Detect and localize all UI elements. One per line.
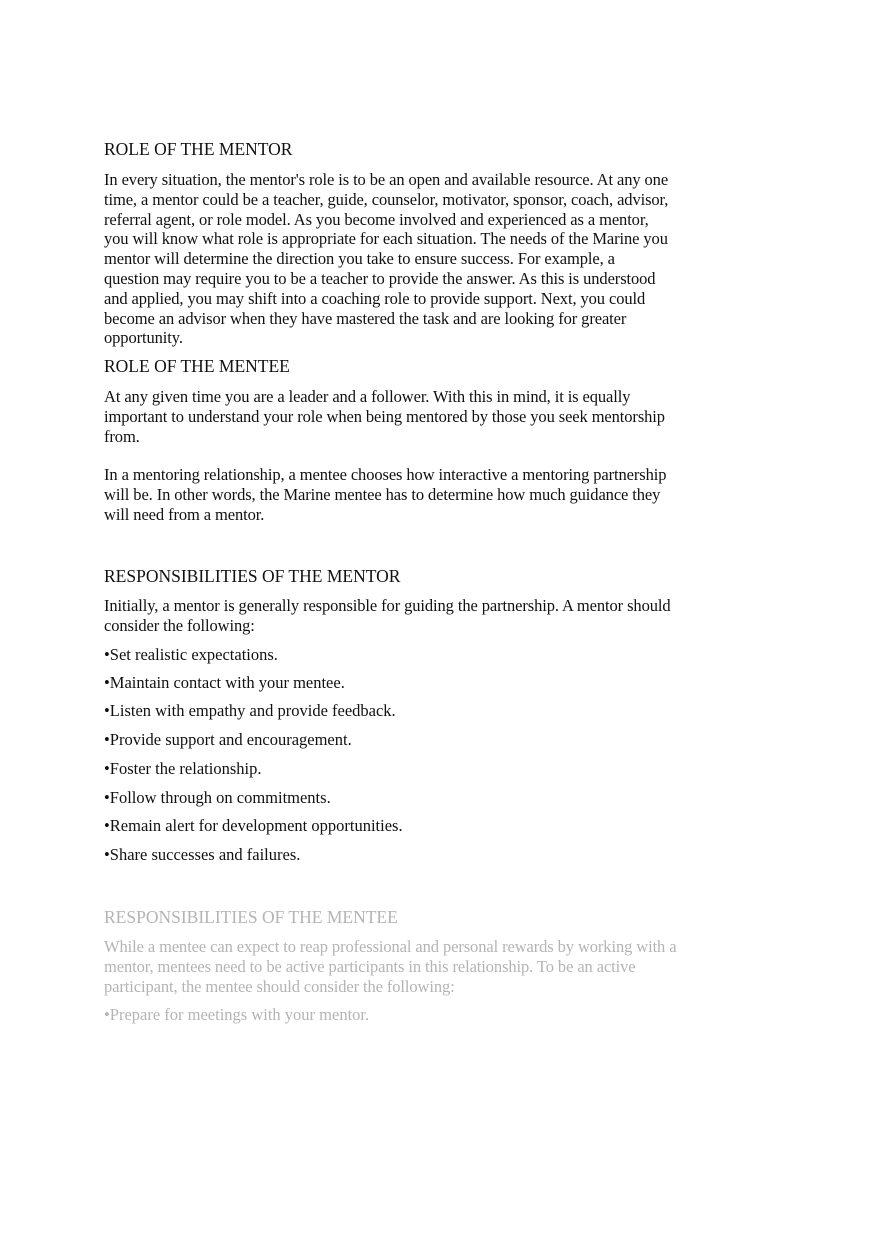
bullet-item: •Share successes and failures. xyxy=(104,845,301,864)
bullet-item: •Foster the relationship. xyxy=(104,759,262,778)
paragraph-line: Initially, a mentor is generally responsible for guiding the partnership. A mentor should xyxy=(104,596,671,615)
paragraph-line: important to understand your role when being mentored by those you seek mentorship xyxy=(104,406,665,426)
paragraph-line: time, a mentor could be a teacher, guide, counselor, motivator, sponsor, coach, advisor, xyxy=(104,189,669,209)
paragraph-line: opportunity. xyxy=(104,328,183,348)
paragraph-line: While a mentee can expect to reap professional and personal rewards by working with a xyxy=(104,937,677,956)
heading-role-of-mentee: ROLE OF THE MENTEE xyxy=(104,356,290,376)
paragraph-role-of-mentee-2 xyxy=(104,465,724,524)
paragraph-line: participant, the mentee should consider the following: xyxy=(104,976,455,996)
bullet-item: •Prepare for meetings with your mentor. xyxy=(104,1005,370,1024)
paragraph-responsibilities-of-mentee xyxy=(104,937,724,996)
paragraph-line: mentor will determine the direction you take to ensure success. For example, a xyxy=(104,249,615,269)
paragraph-line: become an advisor when they have mastered the task and are looking for greater xyxy=(104,308,627,328)
paragraph-line: will be. In other words, the Marine mentee has to determine how much guidance they xyxy=(104,484,661,504)
paragraph-line: mentor, mentees need to be active participants in this relationship. To be an active xyxy=(104,956,636,976)
paragraph-line: In every situation, the mentor's role is to be an open and available resource. At any one xyxy=(104,170,669,189)
bullet-item: •Maintain contact with your mentee. xyxy=(104,673,345,692)
paragraph-line: question may require you to be a teacher to provide the answer. As this is understood xyxy=(104,268,656,288)
bullet-item: •Remain alert for development opportunities. xyxy=(104,816,403,835)
paragraph-line: and applied, you may shift into a coaching role to provide support. Next, you could xyxy=(104,288,646,308)
paragraph-line: from. xyxy=(104,426,140,446)
bullet-item: •Provide support and encouragement. xyxy=(104,730,352,749)
paragraph-line: referral agent, or role model. As you become involved and experienced as a mentor, xyxy=(104,209,649,229)
paragraph-role-of-mentee-1 xyxy=(104,387,724,446)
paragraph-line: you will know what role is appropriate for each situation. The needs of the Marine you xyxy=(104,229,668,249)
paragraph-line: consider the following: xyxy=(104,615,255,635)
paragraph-responsibilities-of-mentor xyxy=(104,596,724,636)
bullet-item: •Set realistic expectations. xyxy=(104,645,278,664)
heading-responsibilities-of-mentor: RESPONSIBILITIES OF THE MENTOR xyxy=(104,566,401,586)
bullet-item: •Follow through on commitments. xyxy=(104,788,331,807)
paragraph-line: will need from a mentor. xyxy=(104,504,265,524)
paragraph-line: In a mentoring relationship, a mentee chooses how interactive a mentoring partnership xyxy=(104,465,667,484)
bullet-item: •Listen with empathy and provide feedback. xyxy=(104,701,396,720)
heading-role-of-mentor: ROLE OF THE MENTOR xyxy=(104,139,293,159)
paragraph-line: At any given time you are a leader and a follower. With this in mind, it is equally xyxy=(104,387,631,406)
heading-responsibilities-of-mentee: RESPONSIBILITIES OF THE MENTEE xyxy=(104,907,398,927)
paragraph-role-of-mentor xyxy=(104,170,724,348)
